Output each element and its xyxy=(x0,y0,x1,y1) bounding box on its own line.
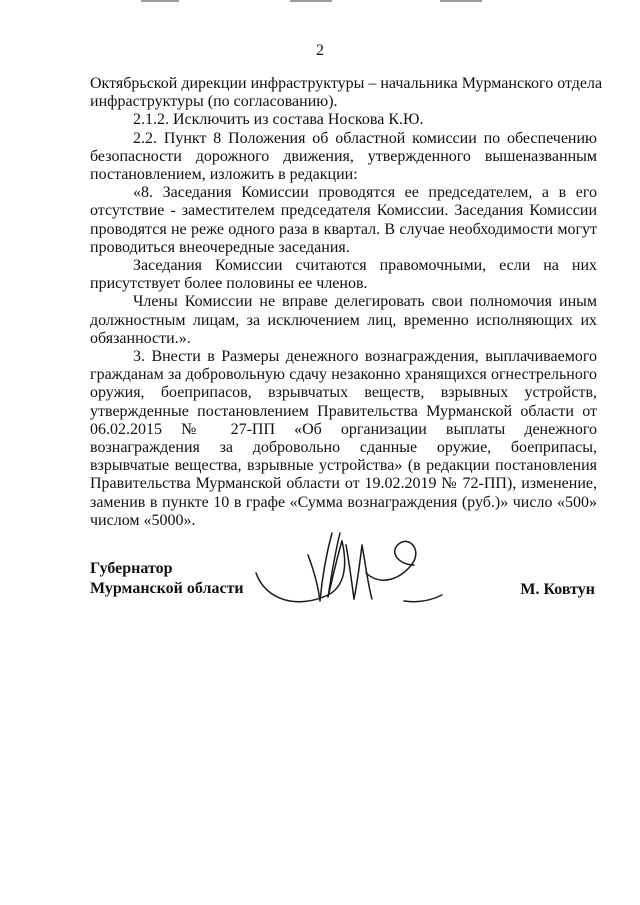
page-number: 2 xyxy=(316,42,324,59)
paragraph-2-2: 2.2. Пункт 8 Положения об областной комиссии по обеспечению безопасности дорожного движения, утвержденного вышеназванным постановлением, изложить в редакции: xyxy=(90,129,597,184)
signatory-position xyxy=(90,559,244,599)
signatory-name: М. Ковтун xyxy=(520,581,595,598)
paragraph-members: Члены Комиссии не вправе делегировать свои полномочия иным должностным лицам, за исключением лиц, временно исполняющих их обязанности.». xyxy=(90,293,597,347)
document-body xyxy=(90,75,603,530)
signatory-position-line2: Мурманской области xyxy=(90,580,244,597)
paragraph-3: 3. Внести в Размеры денежного вознаграждения, выплачиваемого гражданам за добровольную сдачу незаконно хранящихся огнестрельного оружия, боеприпасов, взрывчатых веществ, взрывных устройств, утвержденные постановлением Правительства Мурманской области от 06.02.2015 № 27-ПП «Об организации выплаты денежного вознаграждения за добровольно сданные оружие, боеприпасы, взрывчатые вещества, взрывные устройства» (в редакции постановления Правительства Мурманской области от 19.02.2019 № 72-ПП), изменение, заменив в пункте 10 в графе «Сумма вознаграждения (руб.)» число «500» числом «5000». xyxy=(90,348,597,529)
scan-top-mark xyxy=(440,0,482,2)
paragraph-quote-8: «8. Заседания Комиссии проводятся ее председателем, а в его отсутствие - заместителем председателя Комиссии. Заседания Комиссии проводятся не реже одного раза в квартал. В случае необходимости могут проводиться внеочередные заседания. xyxy=(90,184,597,256)
scan-top-mark xyxy=(141,0,179,2)
handwritten-signature xyxy=(248,515,448,615)
paragraph-continuation-line1: Октябрьской дирекции инфраструктуры – начальника Мурманского отдела xyxy=(90,75,603,92)
signatory-position-line1: Губернатор xyxy=(90,560,173,577)
paragraph-continuation-line2: инфраструктуры (по согласованию). xyxy=(90,93,338,111)
scan-top-mark xyxy=(290,0,332,2)
paragraph-quorum: Заседания Комиссии считаются правомочными, если на них присутствует более половины ее членов. xyxy=(90,257,597,293)
paragraph-2-1-2: 2.1.2. Исключить из состава Носкова К.Ю. xyxy=(133,111,424,129)
